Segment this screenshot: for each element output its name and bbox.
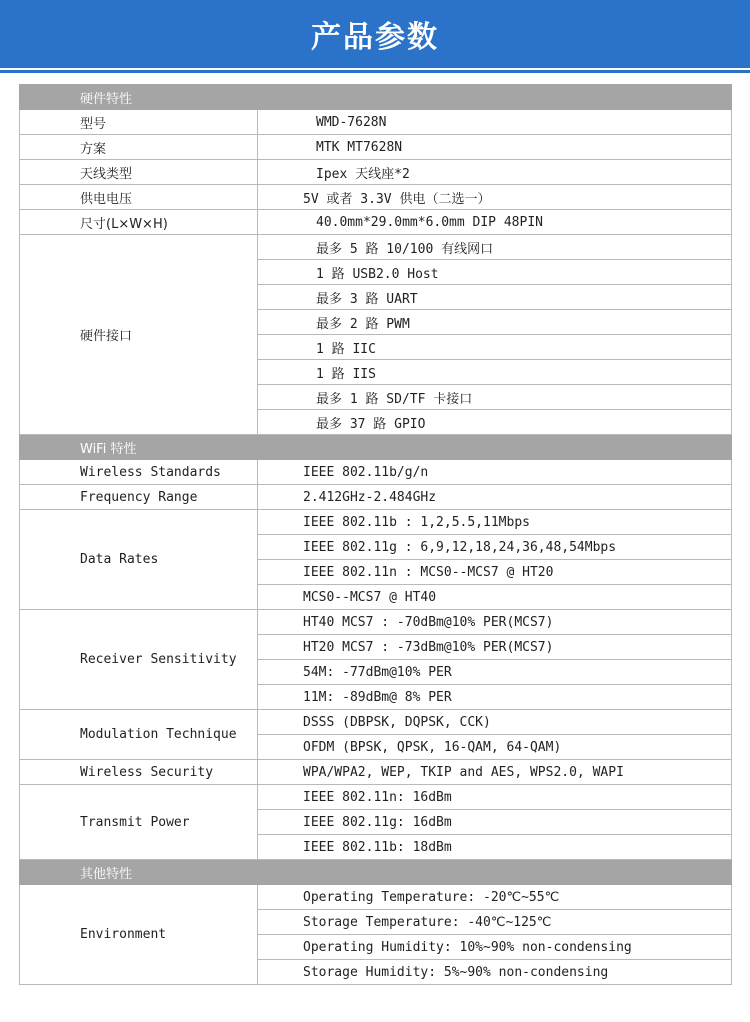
row-value: 最多 1 路 SD/TF 卡接口 — [258, 385, 732, 410]
row-value: IEEE 802.11g : 6,9,12,18,24,36,48,54Mbps — [258, 535, 732, 560]
table-row — [20, 160, 732, 185]
row-value: WMD-7628N — [258, 110, 732, 135]
table-row — [20, 710, 732, 735]
row-label: Modulation Technique — [20, 710, 258, 760]
row-value: IEEE 802.11b/g/n — [258, 460, 732, 485]
row-value: IEEE 802.11n: 16dBm — [258, 785, 732, 810]
row-value: 最多 5 路 10/100 有线网口 — [258, 235, 732, 260]
row-value: Operating Temperature: -20℃~55℃ — [258, 885, 732, 910]
row-value: Ipex 天线座*2 — [258, 160, 732, 185]
table-row — [20, 110, 732, 135]
section-header-hardware — [20, 85, 732, 110]
table-row — [20, 135, 732, 160]
table-row — [20, 235, 732, 260]
spec-table — [19, 84, 732, 985]
row-value: Operating Humidity: 10%~90% non-condensing — [258, 935, 732, 960]
row-value: 1 路 USB2.0 Host — [258, 260, 732, 285]
row-value: OFDM (BPSK, QPSK, 16-QAM, 64-QAM) — [258, 735, 732, 760]
row-label: Environment — [20, 885, 258, 985]
row-value: IEEE 802.11n : MCS0--MCS7 @ HT20 — [258, 560, 732, 585]
row-value: Storage Temperature: -40℃~125℃ — [258, 910, 732, 935]
table-row — [20, 785, 732, 810]
row-value: HT20 MCS7 : -73dBm@10% PER(MCS7) — [258, 635, 732, 660]
table-row — [20, 210, 732, 235]
row-value: 11M: -89dBm@ 8% PER — [258, 685, 732, 710]
row-label: Frequency Range — [20, 485, 258, 510]
row-label: Wireless Security — [20, 760, 258, 785]
row-value: IEEE 802.11b: 18dBm — [258, 835, 732, 860]
table-row — [20, 485, 732, 510]
row-value: Storage Humidity: 5%~90% non-condensing — [258, 960, 732, 985]
row-label: Wireless Standards — [20, 460, 258, 485]
row-value: MCS0--MCS7 @ HT40 — [258, 585, 732, 610]
header-banner — [0, 0, 750, 68]
table-row — [20, 885, 732, 910]
row-value: MTK MT7628N — [258, 135, 732, 160]
row-value: WPA/WPA2, WEP, TKIP and AES, WPS2.0, WAPI — [258, 760, 732, 785]
row-value: 2.412GHz-2.484GHz — [258, 485, 732, 510]
table-row — [20, 760, 732, 785]
section-header-other — [20, 860, 732, 885]
row-label: Data Rates — [20, 510, 258, 610]
section-title: 其他特性 — [20, 860, 732, 885]
table-row — [20, 185, 732, 210]
row-value: 1 路 IIS — [258, 360, 732, 385]
row-value: 40.0mm*29.0mm*6.0mm DIP 48PIN — [258, 210, 732, 235]
row-value: 最多 37 路 GPIO — [258, 410, 732, 435]
row-value: HT40 MCS7 : -70dBm@10% PER(MCS7) — [258, 610, 732, 635]
row-label: 方案 — [20, 135, 258, 160]
table-row — [20, 510, 732, 535]
header-divider — [0, 70, 750, 73]
row-label: Transmit Power — [20, 785, 258, 860]
row-value: 最多 2 路 PWM — [258, 310, 732, 335]
row-value: 1 路 IIC — [258, 335, 732, 360]
section-title: WiFi 特性 — [20, 435, 732, 460]
row-label: Receiver Sensitivity — [20, 610, 258, 710]
row-value: 5V 或者 3.3V 供电（二选一） — [258, 185, 732, 210]
row-label: 天线类型 — [20, 160, 258, 185]
row-label: 供电电压 — [20, 185, 258, 210]
row-value: IEEE 802.11g: 16dBm — [258, 810, 732, 835]
section-title: 硬件特性 — [20, 85, 732, 110]
row-label: 硬件接口 — [20, 235, 258, 435]
section-header-wifi — [20, 435, 732, 460]
table-row — [20, 610, 732, 635]
row-label: 尺寸(L×W×H) — [20, 210, 258, 235]
table-row — [20, 460, 732, 485]
row-value: IEEE 802.11b : 1,2,5.5,11Mbps — [258, 510, 732, 535]
row-value: 最多 3 路 UART — [258, 285, 732, 310]
row-value: DSSS (DBPSK, DQPSK, CCK) — [258, 710, 732, 735]
row-value: 54M: -77dBm@10% PER — [258, 660, 732, 685]
page-title: 产品参数 — [311, 20, 439, 55]
row-label: 型号 — [20, 110, 258, 135]
